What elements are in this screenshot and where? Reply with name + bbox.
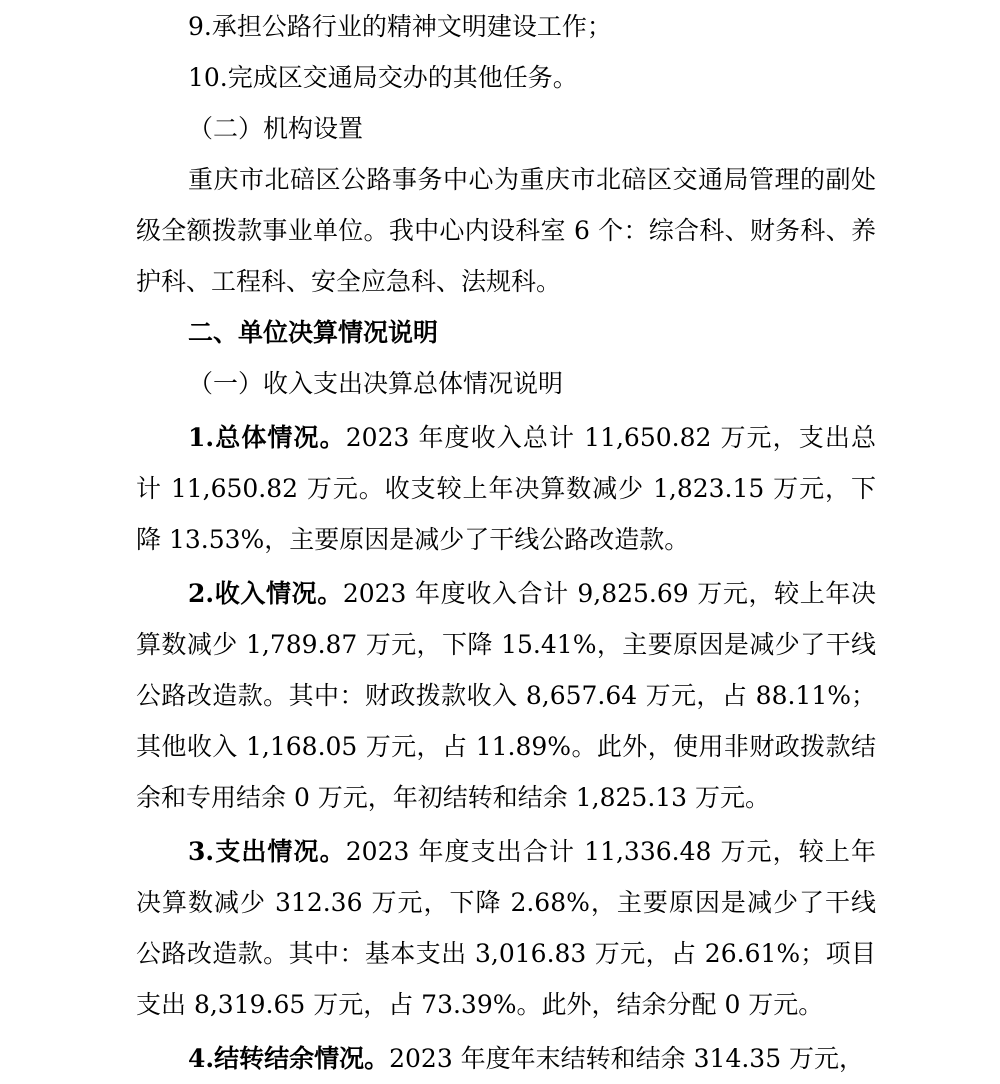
document-page — [136, 0, 876, 1084]
carryover-situation-text: 2023 年度年末结转和结余 314.35 万元， — [389, 1044, 865, 1073]
overall-situation-text: 2023 年度收入总计 11,650.82 万元，支出总计 11,650.82 万元。收支较上年决算数减少 1,823.15 万元，下降 13.53%，主要原因是减少了干线公路改造款。 — [136, 423, 876, 554]
section-heading-org-setup: （二）机构设置 — [188, 114, 364, 143]
overall-situation-paragraph — [136, 412, 876, 565]
income-situation-label: 2.收入情况。 — [188, 579, 343, 608]
org-description-paragraph: 重庆市北碚区公路事务中心为重庆市北碚区交通局管理的副处级全额拨款事业单位。我中心内设科室 6 个：综合科、财务科、养护科、工程科、安全应急科、法规科。 — [136, 165, 876, 296]
expense-situation-paragraph — [136, 826, 876, 1030]
expense-situation-text: 2023 年度支出合计 11,336.48 万元，较上年决算数减少 312.36 万元，下降 2.68%，主要原因是减少了干线公路改造款。其中：基本支出 3,016.83 万元，占 26.61%；项目支出 8,319.65 万元，占 73.39%。此外，结余分配 0 万元。 — [136, 837, 876, 1019]
expense-situation-label: 3.支出情况。 — [188, 837, 346, 866]
carryover-situation-paragraph — [136, 1033, 876, 1084]
subsection-heading-income-expense: （一）收入支出决算总体情况说明 — [188, 369, 564, 398]
income-situation-text: 2023 年度收入合计 9,825.69 万元，较上年决算数减少 1,789.87 万元，下降 15.41%，主要原因是减少了干线公路改造款。其中：财政拨款收入 8,657.64 万元，占 88.11%；其他收入 1,168.05 万元，占 11.89%。此外，使用非财政拨款结余和专用结余 0 万元，年初结转和结余 1,825.13 万元。 — [136, 579, 876, 812]
duty-item-10: 10.完成区交通局交办的其他任务。 — [188, 63, 578, 92]
overall-situation-label: 1.总体情况。 — [188, 423, 346, 452]
section-heading-final-accounts: 二、单位决算情况说明 — [188, 318, 439, 347]
duty-item-9: 9.承担公路行业的精神文明建设工作； — [188, 12, 612, 41]
income-situation-paragraph — [136, 568, 876, 823]
carryover-situation-label: 4.结转结余情况。 — [188, 1044, 390, 1073]
